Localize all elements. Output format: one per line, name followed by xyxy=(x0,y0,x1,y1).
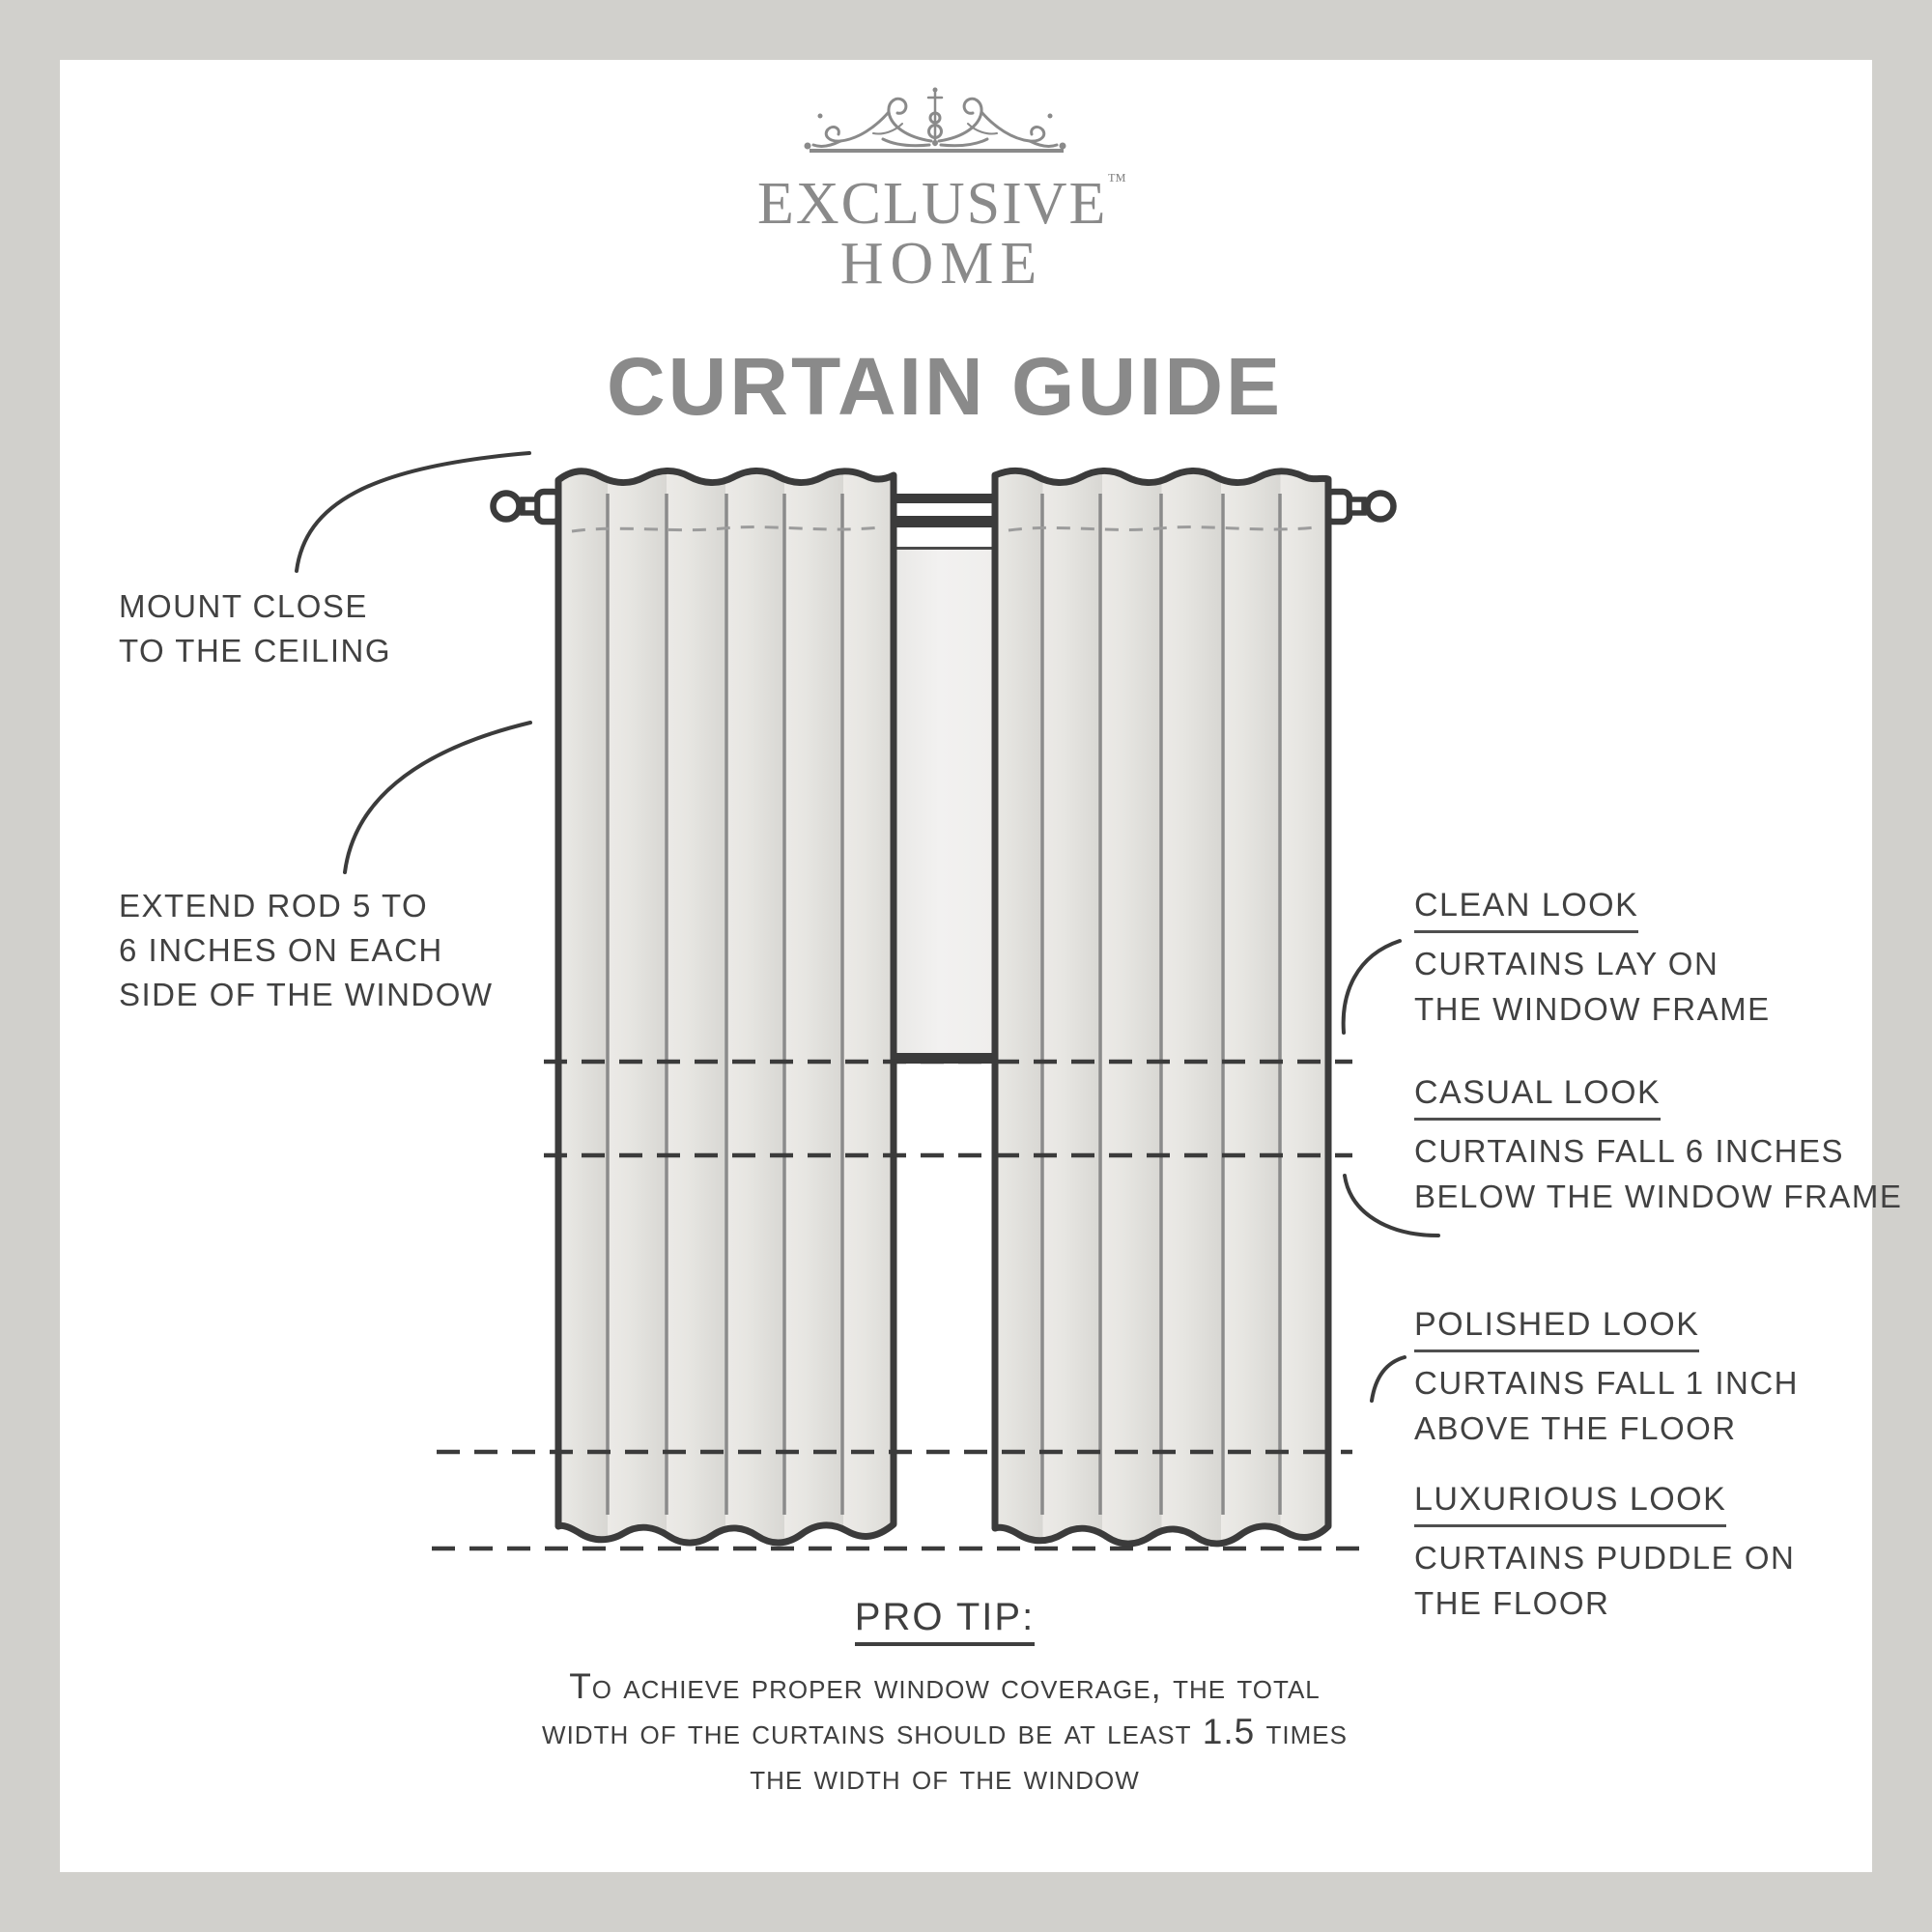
extend-note-line: EXTEND ROD 5 TO xyxy=(119,888,429,923)
casual-look-line-text: BELOW THE WINDOW FRAME xyxy=(1414,1179,1903,1214)
clean-look-note xyxy=(1414,887,1771,1032)
extend-note-line: 6 INCHES ON EACH xyxy=(119,932,443,968)
luxurious-look-heading: LUXURIOUS LOOK xyxy=(1414,1481,1726,1527)
casual-look-line-text: CURTAINS FALL 6 INCHES xyxy=(1414,1133,1845,1169)
logo-ornament-icon xyxy=(805,88,1066,150)
polished-look-note xyxy=(1414,1306,1799,1451)
mount-note xyxy=(119,584,391,673)
pro-tip-line: width of the curtains should be at least 1.5 times xyxy=(542,1712,1348,1751)
polished-look-line-text: ABOVE THE FLOOR xyxy=(1414,1410,1737,1446)
logo-rule xyxy=(810,149,1064,153)
clean-look-heading: CLEAN LOOK xyxy=(1414,887,1638,933)
pro-tip-heading-wrap xyxy=(0,1596,1889,1646)
luxurious-look-line-text: CURTAINS PUDDLE ON xyxy=(1414,1540,1796,1576)
pro-tip-line: the width of the window xyxy=(750,1757,1140,1797)
luxurious-look-line-text: THE FLOOR xyxy=(1414,1585,1610,1621)
finial-left xyxy=(494,492,561,522)
extend-arc xyxy=(345,723,530,872)
extend-note-line: SIDE OF THE WINDOW xyxy=(119,977,494,1012)
page-title: CURTAIN GUIDE xyxy=(606,341,1284,432)
brand-name-bottom: HOME xyxy=(839,231,1044,297)
casual-look-note xyxy=(1414,1074,1902,1219)
mount-note-line: MOUNT CLOSE xyxy=(119,588,368,624)
clean-look-line-text: THE WINDOW FRAME xyxy=(1414,991,1771,1027)
trademark-symbol: ™ xyxy=(1107,170,1127,191)
clean-arc xyxy=(1344,941,1400,1033)
polished-look-line-text: CURTAINS FALL 1 INCH xyxy=(1414,1365,1799,1401)
casual-look-heading: CASUAL LOOK xyxy=(1414,1074,1661,1121)
pro-tip-line: To achieve proper window coverage, the total xyxy=(569,1666,1321,1706)
finial-right xyxy=(1326,492,1394,522)
polished-arc xyxy=(1372,1357,1405,1401)
window xyxy=(890,516,999,1064)
clean-look-line-text: CURTAINS LAY ON xyxy=(1414,946,1719,981)
extend-note xyxy=(119,884,494,1017)
pro-tip-heading: PRO TIP: xyxy=(855,1596,1035,1646)
brand-name-top: EXCLUSIVE™ xyxy=(756,170,1127,237)
polished-look-heading: POLISHED LOOK xyxy=(1414,1306,1699,1352)
mount-note-line: TO THE CEILING xyxy=(119,633,392,668)
